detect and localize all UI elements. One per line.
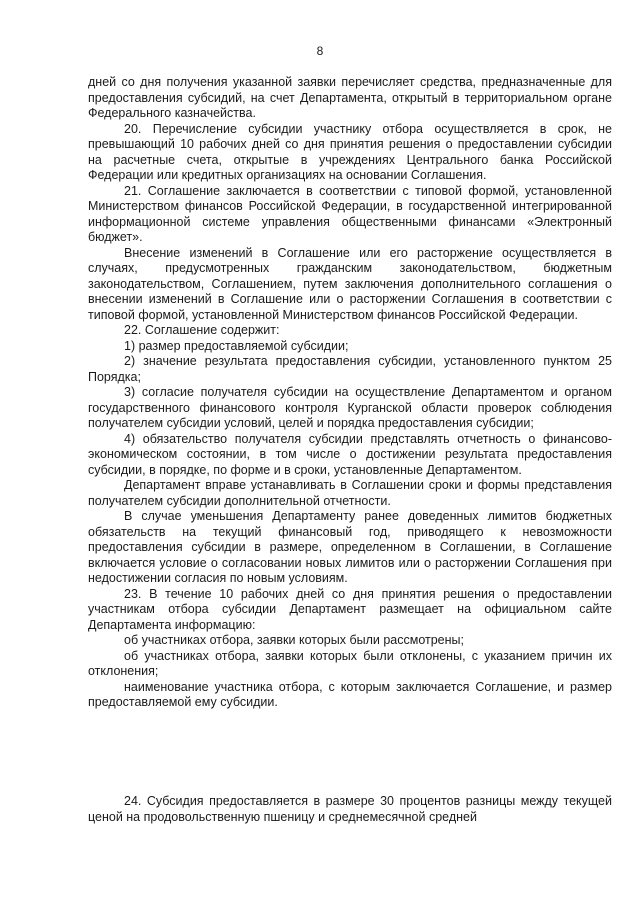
list-item: наименование участника отбора, с которым заключается Соглашение, и размер предоставляемой ему субсидии. [88,679,612,709]
list-item: об участниках отбора, заявки которых были отклонены, с указанием причин их отклонения; [88,648,612,678]
paragraph: 20. Перечисление субсидии участнику отбора осуществляется в срок, не превышающий 10 рабочих дней со дня принятия решения о предоставлении субсидии на расчетные счета, открытые в учреждениях Центрального банка Российской Федерации или кредитных организациях на основании Соглашения. [88,121,612,182]
paragraph: Департамент вправе устанавливать в Соглашении сроки и формы представления получателем субсидии дополнительной отчетности. [88,478,612,508]
list-item: об участниках отбора, заявки которых были рассмотрены; [124,633,464,647]
paragraph: 21. Соглашение заключается в соответствии с типовой формой, установленной Министерством финансов Российской Федерации, в государственной интегрированной информационной системе управления общественными финансами «Электронный бюджет». [88,183,612,244]
paragraph: 23. В течение 10 рабочих дней со дня принятия решения о предоставлении участникам отбора субсидии Департамент размещает на официальном сайте Департамента информацию: [88,586,612,632]
list-item: 3) согласие получателя субсидии на осуществление Департаментом и органом государственного финансового контроля Курганской области проверок соблюдения получателем субсидии условий, целей и порядка предоставления субсидии; [88,385,612,430]
list-item: 4) обязательство получателя субсидии представлять отчетность о финансово-экономическом состоянии, в том числе о достижении результата предоставления субсидии, в порядке, по форме и в сроки, установленные Департаментом. [88,431,612,477]
list-item: 1) размер предоставляемой субсидии; [124,338,349,353]
paragraph: В случае уменьшения Департаменту ранее доведенных лимитов бюджетных обязательств на текущий финансовый год, приводящего к невозможности предоставления субсидии в размере, определенном в Соглашении, в Соглашение включается условие о согласовании новых лимитов или о расторжении Соглашения при недостижении согласия по новым условиям. [88,509,612,585]
paragraph: дней со дня получения указанной заявки перечисляет средства, предназначенные для предоставления субсидий, на счет Департамента, открытый в территориальном органе Федерального казначейства. [88,75,612,120]
paragraph: Внесение изменений в Соглашение или его расторжение осуществляется в случаях, предусмотренных гражданским законодательством, бюджетным законодательством, Соглашением, путем заключения дополнительного соглашения о внесении изменений в Соглашение или о расторжении Соглашения в соответствии с типовой формой, установленной Министерством финансов Российской Федерации. [88,245,612,322]
paragraph: 24. Субсидия предоставляется в размере 30 процентов разницы между текущей ценой на продовольственную пшеницу и среднемесячной средней [88,794,612,824]
paragraph: 22. Соглашение содержит: [124,323,280,337]
document-body [88,75,612,711]
page-number: 8 [316,44,324,58]
document-body-continued [88,794,612,825]
list-item: 2) значение результата предоставления субсидии, установленного пунктом 25 Порядка; [88,354,612,384]
